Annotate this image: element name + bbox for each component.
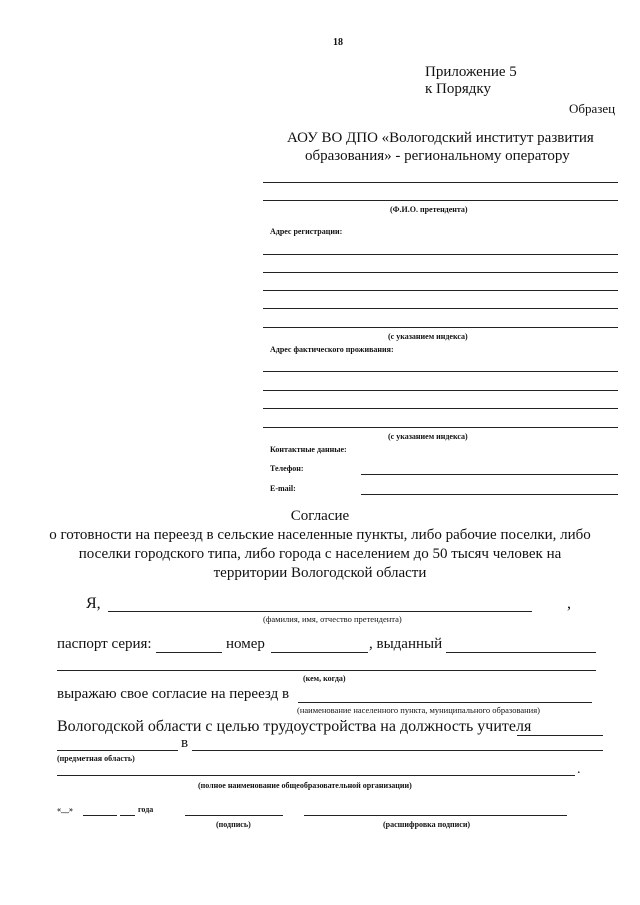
organization-field-2[interactable] bbox=[57, 775, 575, 776]
date-year-field[interactable] bbox=[120, 815, 135, 816]
subject-field[interactable] bbox=[57, 750, 178, 751]
actual-address-line-4[interactable] bbox=[263, 427, 618, 428]
locality-field[interactable] bbox=[298, 702, 592, 703]
reg-address-line-3[interactable] bbox=[263, 290, 618, 291]
consent-title: Согласие bbox=[290, 508, 350, 524]
position-field[interactable] bbox=[517, 735, 603, 736]
applicant-fio-hint: (фамилия, имя, отчество претендента) bbox=[263, 614, 402, 624]
reg-index-caption: (с указанием индекса) bbox=[388, 332, 468, 341]
reg-address-line-5[interactable] bbox=[263, 327, 618, 328]
applicant-fio-line[interactable] bbox=[108, 611, 532, 612]
year-label: года bbox=[138, 805, 154, 814]
actual-address-label: Адрес фактического проживания: bbox=[270, 345, 394, 354]
addressee-line-2: образования» - региональному оператору bbox=[305, 148, 570, 164]
ya-label: Я, bbox=[86, 595, 101, 612]
email-field[interactable] bbox=[361, 494, 618, 495]
region-line: Вологодской области с целью трудоустройства на должность учителя bbox=[57, 718, 532, 735]
phone-field[interactable] bbox=[361, 474, 618, 475]
reg-address-label: Адрес регистрации: bbox=[270, 227, 343, 236]
organization-hint: (полное наименование общеобразовательной организации) bbox=[198, 781, 412, 790]
email-label: E-mail: bbox=[270, 484, 296, 493]
passport-number-label: номер bbox=[226, 636, 265, 652]
actual-address-line-3[interactable] bbox=[263, 408, 618, 409]
v-label: в bbox=[181, 735, 189, 751]
fio-caption: (Ф.И.О. претендента) bbox=[390, 205, 468, 214]
period: . bbox=[577, 762, 581, 777]
phone-label: Телефон: bbox=[270, 464, 304, 473]
decoding-hint: (расшифровка подписи) bbox=[383, 820, 471, 829]
passport-series-label: паспорт серия: bbox=[57, 636, 152, 652]
organization-field-1[interactable] bbox=[192, 750, 603, 751]
signature-hint: (подпись) bbox=[216, 820, 251, 829]
consent-line-1: о готовности на переезд в сельские населенные пункты, либо рабочие поселки, либо bbox=[49, 527, 591, 543]
passport-number-field[interactable] bbox=[271, 652, 368, 653]
appendix-subtitle: к Порядку bbox=[425, 81, 491, 97]
passport-series-field[interactable] bbox=[156, 652, 222, 653]
reg-address-line-2[interactable] bbox=[263, 272, 618, 273]
page-number: 18 bbox=[333, 37, 343, 48]
issued-by-hint: (кем, когда) bbox=[303, 674, 346, 683]
reg-address-line-1[interactable] bbox=[263, 254, 618, 255]
actual-index-caption: (с указанием индекса) bbox=[388, 432, 468, 441]
date-prefix: «__» bbox=[57, 805, 73, 814]
actual-address-line-1[interactable] bbox=[263, 371, 618, 372]
consent-line-2: поселки городского типа, либо города с населением до 50 тысяч человек на bbox=[78, 546, 562, 562]
date-month-field[interactable] bbox=[83, 815, 117, 816]
issued-field[interactable] bbox=[446, 652, 596, 653]
issued-by-line[interactable] bbox=[57, 670, 596, 671]
subject-hint: (предметная область) bbox=[57, 754, 135, 763]
issued-label: , выданный bbox=[369, 636, 443, 652]
reg-address-line-4[interactable] bbox=[263, 308, 618, 309]
fio-line-1[interactable] bbox=[263, 182, 618, 183]
actual-address-line-2[interactable] bbox=[263, 390, 618, 391]
appendix-title: Приложение 5 bbox=[425, 64, 517, 80]
fio-line-2[interactable] bbox=[263, 200, 618, 201]
locality-hint: (наименование населенного пункта, муниципального образования) bbox=[297, 705, 540, 715]
agree-move-label: выражаю свое согласие на переезд в bbox=[57, 686, 290, 702]
addressee-line-1: АОУ ВО ДПО «Вологодский институт развития bbox=[287, 130, 594, 146]
ya-comma: , bbox=[567, 595, 571, 612]
contacts-label: Контактные данные: bbox=[270, 445, 347, 454]
sample-label: Образец bbox=[569, 101, 616, 116]
decoding-field[interactable] bbox=[304, 815, 567, 816]
consent-line-3: территории Вологодской области bbox=[213, 565, 427, 581]
signature-field[interactable] bbox=[185, 815, 283, 816]
